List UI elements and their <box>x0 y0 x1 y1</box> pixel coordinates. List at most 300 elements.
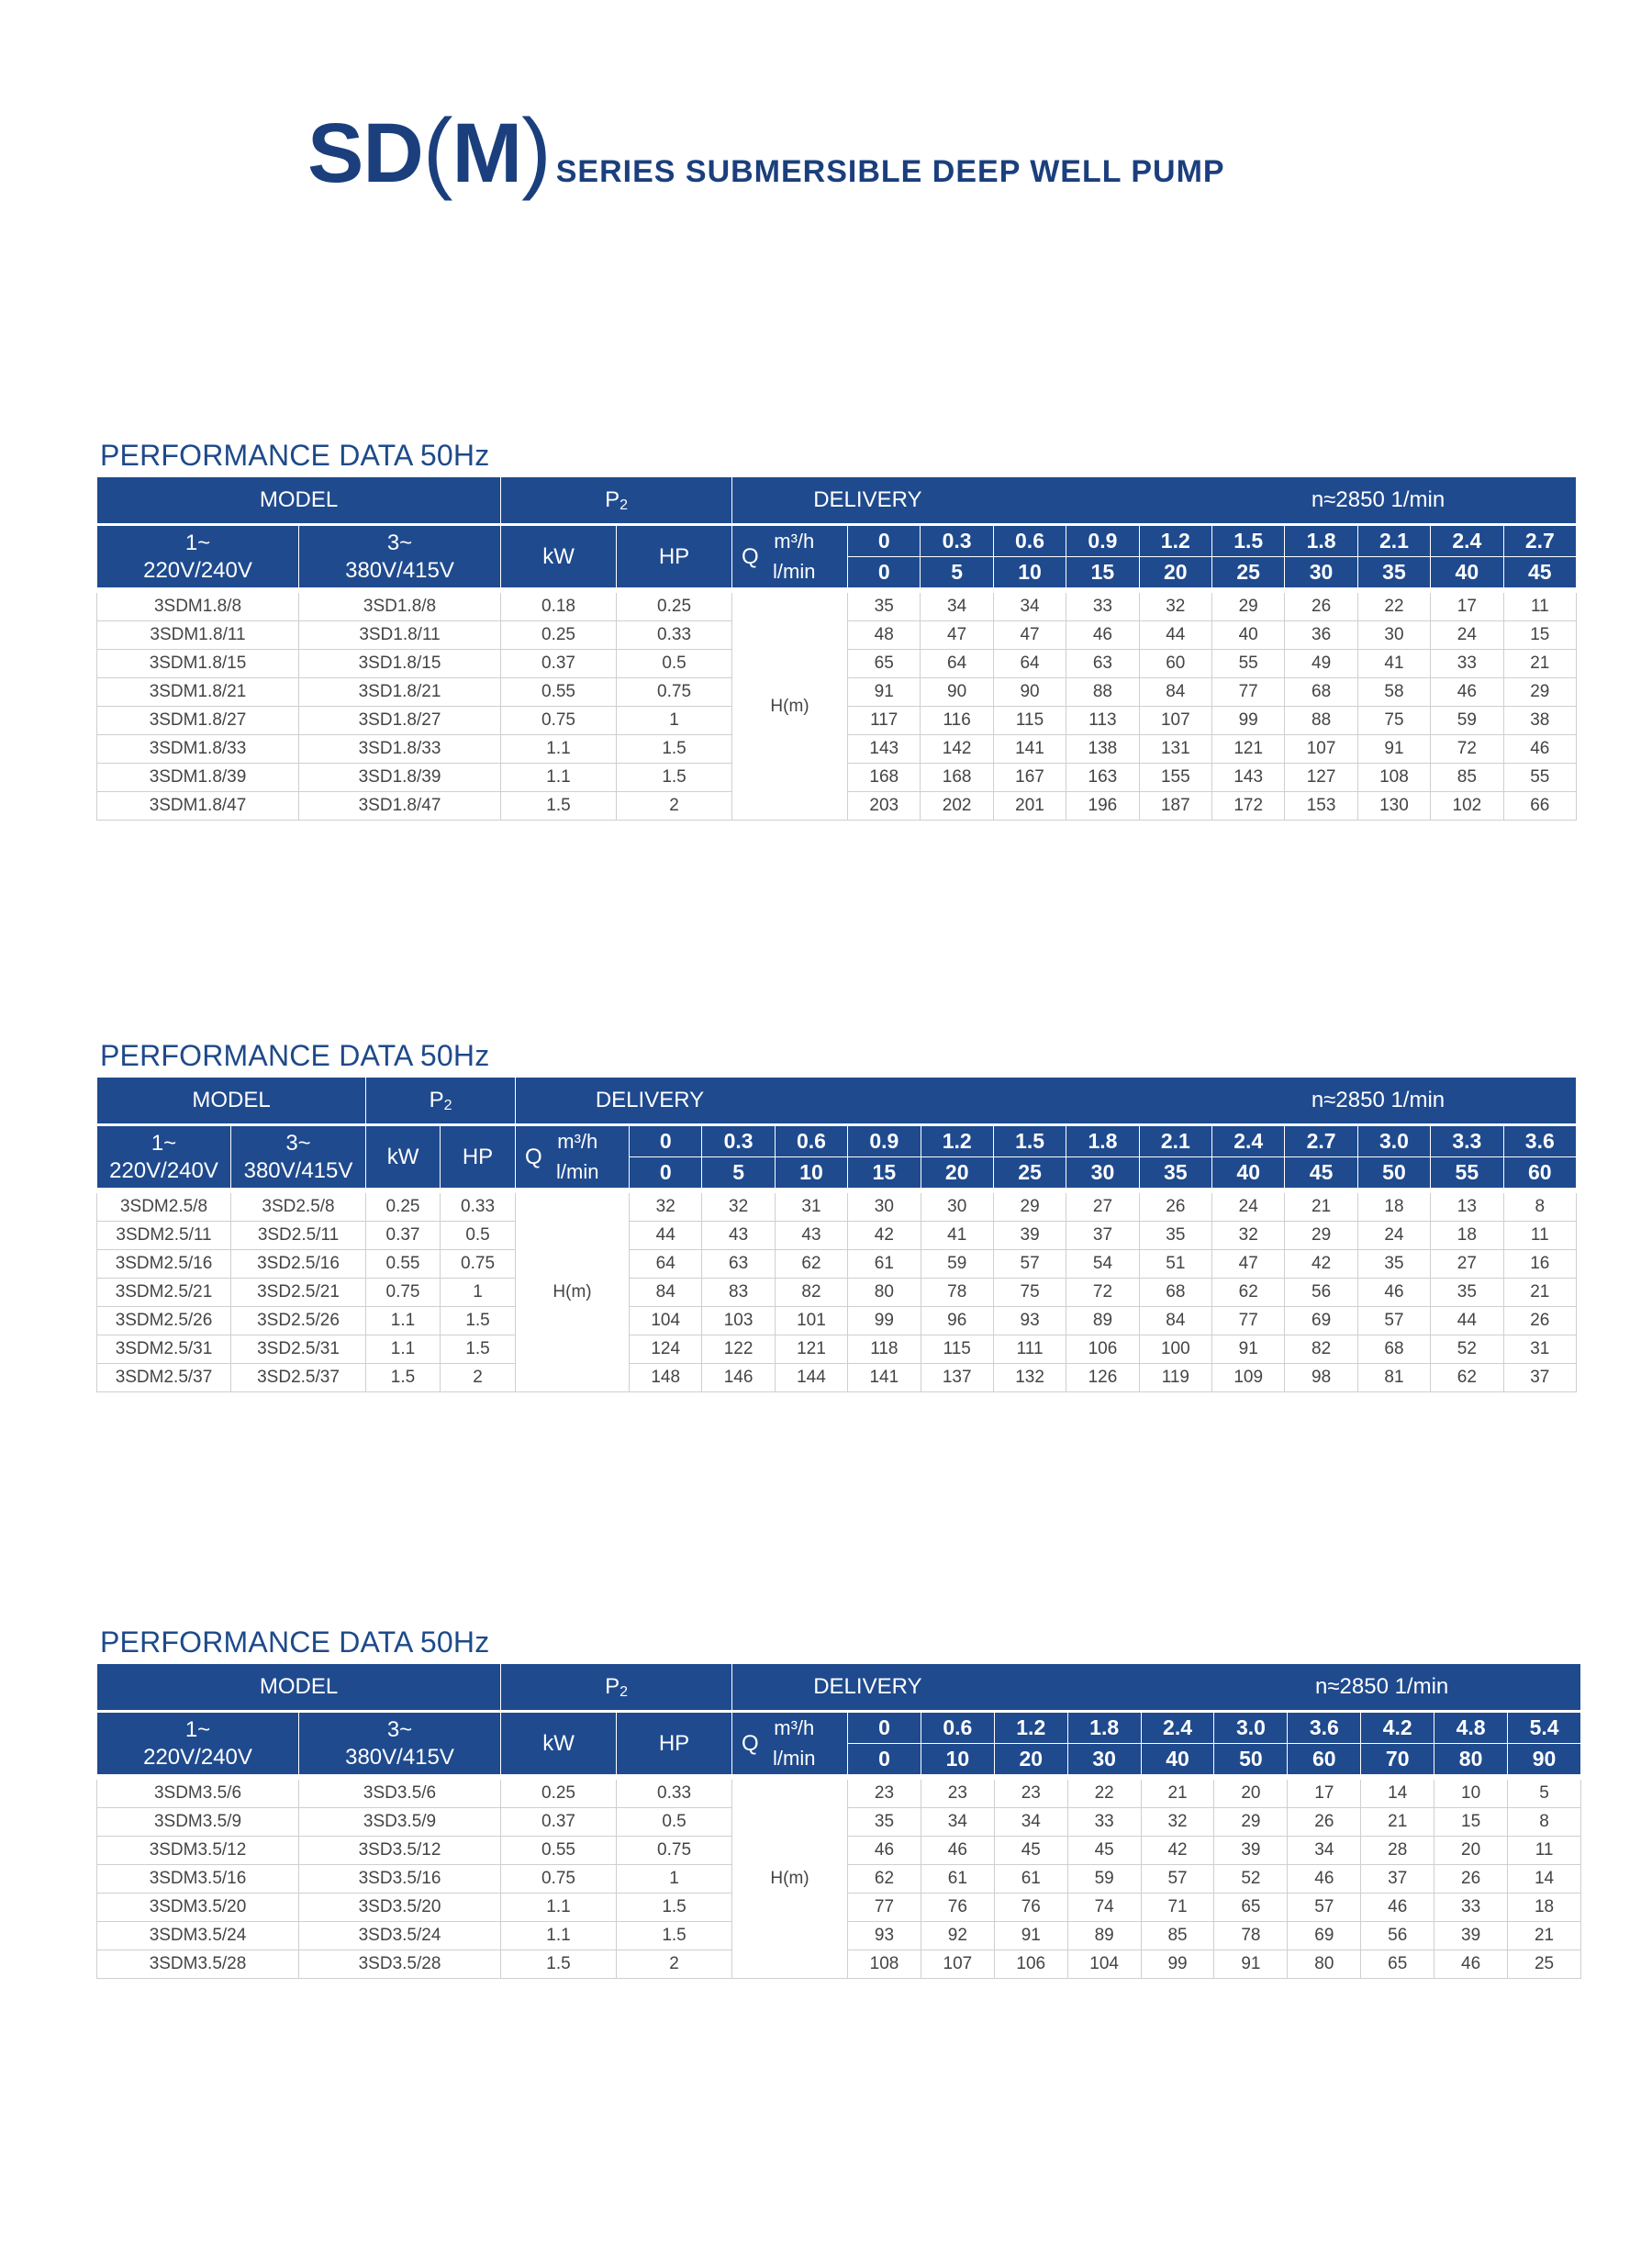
head-value: 42 <box>848 1222 921 1250</box>
power-hp: 0.5 <box>617 650 732 678</box>
head-value: 59 <box>921 1250 993 1279</box>
single-phase-symbol: 1~ <box>184 530 211 555</box>
delivery-label: DELIVERY <box>813 487 922 512</box>
model-single-phase: 3SDM1.8/21 <box>97 678 299 707</box>
head-value: 39 <box>993 1222 1066 1250</box>
head-value: 32 <box>630 1190 702 1222</box>
p2-label: P <box>429 1087 444 1112</box>
power-hp: 2 <box>441 1364 516 1392</box>
head-value: 48 <box>848 621 921 650</box>
head-value: 44 <box>1431 1307 1503 1335</box>
head-value: 59 <box>1067 1865 1141 1894</box>
q-label: Q <box>742 543 759 569</box>
head-value: 56 <box>1285 1279 1357 1307</box>
model-single-phase: 3SDM1.8/33 <box>97 735 299 764</box>
table-row <box>97 590 1577 621</box>
m3h-label: m³/h <box>557 1129 598 1153</box>
model-single-phase: 3SDM2.5/31 <box>97 1335 231 1364</box>
head-value: 82 <box>775 1279 847 1307</box>
hp-header: HP <box>617 1712 732 1778</box>
model-single-phase: 3SDM2.5/26 <box>97 1307 231 1335</box>
flow-m3h-value: 1.5 <box>1211 525 1284 557</box>
power-hp: 1.5 <box>441 1335 516 1364</box>
head-value: 117 <box>848 707 921 735</box>
power-hp: 2 <box>617 1950 732 1979</box>
head-value: 115 <box>921 1335 993 1364</box>
head-value: 47 <box>1212 1250 1285 1279</box>
lmin-label: l/min <box>773 560 816 584</box>
head-value: 43 <box>702 1222 775 1250</box>
head-value: 31 <box>1503 1335 1577 1364</box>
head-value: 91 <box>1214 1950 1288 1979</box>
flow-lmin-value: 10 <box>921 1744 994 1778</box>
p2-subscript: 2 <box>620 497 628 513</box>
head-value: 30 <box>921 1190 993 1222</box>
head-value: 144 <box>775 1364 847 1392</box>
head-value: 26 <box>1288 1808 1361 1837</box>
head-value: 62 <box>1431 1364 1503 1392</box>
head-value: 26 <box>1434 1865 1508 1894</box>
p2-subscript: 2 <box>443 1097 452 1113</box>
model-single-phase: 3SDM2.5/21 <box>97 1279 231 1307</box>
table-row <box>97 1335 1577 1364</box>
head-value: 201 <box>993 792 1066 821</box>
head-value: 33 <box>1434 1894 1508 1922</box>
head-value: 107 <box>1285 735 1357 764</box>
head-value: 11 <box>1503 590 1577 621</box>
head-value: 21 <box>1285 1190 1357 1222</box>
head-value: 40 <box>1211 621 1284 650</box>
power-hp: 0.5 <box>617 1808 732 1837</box>
head-value: 168 <box>921 764 993 792</box>
head-value: 8 <box>1503 1190 1577 1222</box>
flow-m3h-value: 3.6 <box>1288 1712 1361 1744</box>
power-hp: 2 <box>617 792 732 821</box>
head-value: 18 <box>1357 1190 1430 1222</box>
head-value: 33 <box>1066 590 1139 621</box>
model-three-phase: 3SD3.5/24 <box>299 1922 501 1950</box>
head-value: 89 <box>1067 1922 1141 1950</box>
model-three-phase: 3SD3.5/12 <box>299 1837 501 1865</box>
model-single-phase: 3SDM3.5/16 <box>97 1865 299 1894</box>
flow-lmin-value: 0 <box>848 1744 921 1778</box>
section-title: PERFORMANCE DATA 50Hz <box>100 1039 490 1072</box>
head-value: 118 <box>848 1335 921 1364</box>
head-value: 72 <box>1066 1279 1139 1307</box>
model-single-phase: 3SDM2.5/11 <box>97 1222 231 1250</box>
q-label: Q <box>525 1144 542 1169</box>
head-value: 18 <box>1508 1894 1581 1922</box>
flow-m3h-value: 2.7 <box>1503 525 1577 557</box>
model-three-phase: 3SD1.8/11 <box>299 621 501 650</box>
head-value: 93 <box>993 1307 1066 1335</box>
head-value: 81 <box>1357 1364 1430 1392</box>
single-phase-symbol: 1~ <box>151 1130 177 1156</box>
power-kw: 0.18 <box>501 590 617 621</box>
head-value: 21 <box>1361 1808 1434 1837</box>
flow-m3h-value: 3.6 <box>1503 1125 1577 1157</box>
model-single-phase: 3SDM3.5/6 <box>97 1777 299 1808</box>
power-hp: 1 <box>617 707 732 735</box>
head-value: 78 <box>921 1279 993 1307</box>
power-kw: 0.55 <box>501 678 617 707</box>
head-value: 75 <box>1357 707 1430 735</box>
model-three-phase: 3SD2.5/21 <box>231 1279 366 1307</box>
head-value: 75 <box>993 1279 1066 1307</box>
head-value: 137 <box>921 1364 993 1392</box>
head-value: 47 <box>993 621 1066 650</box>
head-value: 32 <box>1139 590 1211 621</box>
flow-lmin-value: 10 <box>993 557 1066 591</box>
brand-logo: SD(M) <box>307 100 551 201</box>
head-value: 26 <box>1285 590 1357 621</box>
power-hp: 0.33 <box>441 1190 516 1222</box>
flow-m3h-value: 1.2 <box>994 1712 1067 1744</box>
model-three-phase: 3SD1.8/27 <box>299 707 501 735</box>
performance-table <box>96 1077 1577 1392</box>
head-value: 141 <box>993 735 1066 764</box>
head-value: 80 <box>848 1279 921 1307</box>
single-phase-voltage: 220V/240V <box>143 1744 252 1770</box>
power-kw: 0.25 <box>501 621 617 650</box>
power-kw: 0.37 <box>501 650 617 678</box>
head-value: 46 <box>1434 1950 1508 1979</box>
model-three-phase: 3SD3.5/16 <box>299 1865 501 1894</box>
head-value: 5 <box>1508 1777 1581 1808</box>
power-hp: 1 <box>617 1865 732 1894</box>
head-value: 32 <box>1141 1808 1214 1837</box>
flow-lmin-value: 25 <box>1211 557 1284 591</box>
flow-m3h-value: 0.3 <box>702 1125 775 1157</box>
head-value: 35 <box>1139 1222 1211 1250</box>
head-value: 23 <box>848 1777 921 1808</box>
head-value: 89 <box>1066 1307 1139 1335</box>
flow-lmin-value: 5 <box>921 557 993 591</box>
model-single-phase: 3SDM3.5/12 <box>97 1837 299 1865</box>
head-value: 24 <box>1431 621 1503 650</box>
single-phase-voltage: 220V/240V <box>109 1157 218 1183</box>
flow-unit-header <box>732 525 848 591</box>
head-value: 37 <box>1066 1222 1139 1250</box>
head-value: 96 <box>921 1307 993 1335</box>
head-value: 127 <box>1285 764 1357 792</box>
p2-header <box>366 1078 516 1125</box>
model-three-phase: 3SD3.5/20 <box>299 1894 501 1922</box>
flow-unit-header <box>732 1712 848 1778</box>
lmin-label: l/min <box>556 1160 599 1184</box>
flow-lmin-value: 80 <box>1434 1744 1508 1778</box>
flow-m3h-value: 1.5 <box>993 1125 1066 1157</box>
head-value: 8 <box>1508 1808 1581 1837</box>
delivery-label: DELIVERY <box>595 1088 705 1112</box>
head-value: 153 <box>1285 792 1357 821</box>
head-value: 21 <box>1141 1777 1214 1808</box>
flow-lmin-value: 20 <box>994 1744 1067 1778</box>
head-value: 37 <box>1503 1364 1577 1392</box>
head-value: 62 <box>1212 1279 1285 1307</box>
head-value: 98 <box>1285 1364 1357 1392</box>
head-value: 31 <box>775 1190 847 1222</box>
three-phase-voltage: 380V/415V <box>345 557 454 583</box>
head-value: 30 <box>848 1190 921 1222</box>
head-value: 21 <box>1503 650 1577 678</box>
head-value: 34 <box>994 1808 1067 1837</box>
power-hp: 1.5 <box>441 1307 516 1335</box>
head-value: 124 <box>630 1335 702 1364</box>
head-value: 44 <box>630 1222 702 1250</box>
p2-header <box>501 1664 732 1712</box>
flow-m3h-value: 0 <box>630 1125 702 1157</box>
flow-m3h-value: 0.3 <box>921 525 993 557</box>
head-value: 35 <box>1357 1250 1430 1279</box>
head-value: 42 <box>1285 1250 1357 1279</box>
flow-m3h-value: 0.6 <box>921 1712 994 1744</box>
flow-lmin-value: 0 <box>848 557 921 591</box>
head-value: 25 <box>1508 1950 1581 1979</box>
model-single-phase: 3SDM3.5/9 <box>97 1808 299 1837</box>
three-phase-voltage: 380V/415V <box>345 1744 454 1770</box>
power-hp: 1.5 <box>617 764 732 792</box>
head-value: 15 <box>1434 1808 1508 1837</box>
flow-m3h-value: 1.8 <box>1285 525 1357 557</box>
power-kw: 1.1 <box>366 1307 441 1335</box>
head-value: 64 <box>993 650 1066 678</box>
head-value: 83 <box>702 1279 775 1307</box>
flow-lmin-value: 30 <box>1066 1157 1139 1191</box>
head-value: 77 <box>848 1894 921 1922</box>
model-three-phase: 3SD2.5/11 <box>231 1222 366 1250</box>
head-value: 54 <box>1066 1250 1139 1279</box>
model-three-phase: 3SD2.5/26 <box>231 1307 366 1335</box>
model-single-phase: 3SDM3.5/28 <box>97 1950 299 1979</box>
head-value: 26 <box>1139 1190 1211 1222</box>
head-value: 71 <box>1141 1894 1214 1922</box>
model-three-phase: 3SD2.5/31 <box>231 1335 366 1364</box>
model-single-phase: 3SDM2.5/16 <box>97 1250 231 1279</box>
power-hp: 0.75 <box>617 1837 732 1865</box>
head-value: 91 <box>1357 735 1430 764</box>
model-three-phase: 3SD1.8/21 <box>299 678 501 707</box>
power-kw: 0.75 <box>501 707 617 735</box>
head-value: 46 <box>1066 621 1139 650</box>
head-value: 64 <box>630 1250 702 1279</box>
head-value: 39 <box>1214 1837 1288 1865</box>
power-kw: 1.5 <box>501 1950 617 1979</box>
head-value: 45 <box>994 1837 1067 1865</box>
head-value: 126 <box>1066 1364 1139 1392</box>
head-value: 143 <box>1211 764 1284 792</box>
speed-label: n≈2850 1/min <box>1311 487 1446 512</box>
flow-m3h-value: 0.9 <box>1066 525 1139 557</box>
head-value: 29 <box>1503 678 1577 707</box>
head-label: H(m) <box>732 590 848 821</box>
head-value: 62 <box>775 1250 847 1279</box>
head-value: 32 <box>702 1190 775 1222</box>
head-value: 16 <box>1503 1250 1577 1279</box>
delivery-header <box>732 477 1577 525</box>
flow-m3h-value: 0.6 <box>775 1125 847 1157</box>
head-value: 91 <box>994 1922 1067 1950</box>
head-value: 163 <box>1066 764 1139 792</box>
flow-m3h-value: 5.4 <box>1508 1712 1581 1744</box>
model-single-phase: 3SDM1.8/11 <box>97 621 299 650</box>
head-value: 76 <box>994 1894 1067 1922</box>
head-value: 29 <box>1211 590 1284 621</box>
head-label: H(m) <box>732 1777 848 1979</box>
head-value: 91 <box>848 678 921 707</box>
head-value: 101 <box>775 1307 847 1335</box>
flow-lmin-value: 10 <box>775 1157 847 1191</box>
power-kw: 0.37 <box>501 1808 617 1837</box>
section-title: PERFORMANCE DATA 50Hz <box>100 1626 490 1659</box>
flow-lmin-value: 40 <box>1212 1157 1285 1191</box>
head-value: 46 <box>848 1837 921 1865</box>
flow-lmin-value: 30 <box>1067 1744 1141 1778</box>
model-three-phase: 3SD2.5/16 <box>231 1250 366 1279</box>
power-hp: 0.75 <box>441 1250 516 1279</box>
head-value: 65 <box>1361 1950 1434 1979</box>
head-value: 84 <box>1139 1307 1211 1335</box>
head-value: 113 <box>1066 707 1139 735</box>
head-value: 59 <box>1431 707 1503 735</box>
head-value: 61 <box>921 1865 994 1894</box>
head-value: 172 <box>1211 792 1284 821</box>
head-value: 66 <box>1503 792 1577 821</box>
head-value: 69 <box>1285 1307 1357 1335</box>
head-value: 52 <box>1214 1865 1288 1894</box>
head-value: 142 <box>921 735 993 764</box>
three-phase-header <box>299 1712 501 1778</box>
flow-lmin-value: 45 <box>1285 1157 1357 1191</box>
head-value: 20 <box>1434 1837 1508 1865</box>
head-value: 17 <box>1288 1777 1361 1808</box>
head-value: 103 <box>702 1307 775 1335</box>
head-value: 102 <box>1431 792 1503 821</box>
three-phase-header <box>299 525 501 591</box>
model-single-phase: 3SDM1.8/8 <box>97 590 299 621</box>
head-value: 99 <box>1211 707 1284 735</box>
head-value: 85 <box>1431 764 1503 792</box>
head-value: 88 <box>1285 707 1357 735</box>
power-kw: 0.25 <box>501 1777 617 1808</box>
head-value: 49 <box>1285 650 1357 678</box>
table-row <box>97 1190 1577 1222</box>
performance-section-1 <box>96 438 1576 821</box>
flow-m3h-value: 3.0 <box>1357 1125 1430 1157</box>
flow-lmin-value: 15 <box>1066 557 1139 591</box>
power-kw: 0.25 <box>366 1190 441 1222</box>
head-value: 37 <box>1361 1865 1434 1894</box>
head-value: 146 <box>702 1364 775 1392</box>
head-value: 167 <box>993 764 1066 792</box>
head-value: 24 <box>1212 1190 1285 1222</box>
power-hp: 0.33 <box>617 1777 732 1808</box>
head-value: 148 <box>630 1364 702 1392</box>
model-three-phase: 3SD1.8/8 <box>299 590 501 621</box>
head-value: 34 <box>993 590 1066 621</box>
table-row <box>97 1279 1577 1307</box>
head-value: 138 <box>1066 735 1139 764</box>
flow-lmin-value: 70 <box>1361 1744 1434 1778</box>
flow-m3h-value: 4.8 <box>1434 1712 1508 1744</box>
head-value: 132 <box>993 1364 1066 1392</box>
three-phase-symbol: 3~ <box>285 1130 311 1156</box>
kw-header: kW <box>501 1712 617 1778</box>
model-three-phase: 3SD1.8/33 <box>299 735 501 764</box>
head-value: 46 <box>1357 1279 1430 1307</box>
table-row <box>97 1364 1577 1392</box>
head-value: 68 <box>1285 678 1357 707</box>
p2-header <box>501 477 732 525</box>
head-value: 35 <box>1431 1279 1503 1307</box>
head-value: 30 <box>1357 621 1430 650</box>
head-value: 39 <box>1434 1922 1508 1950</box>
head-value: 84 <box>1139 678 1211 707</box>
hp-header: HP <box>617 525 732 591</box>
head-value: 46 <box>1361 1894 1434 1922</box>
power-hp: 1.5 <box>617 1922 732 1950</box>
head-value: 64 <box>921 650 993 678</box>
model-single-phase: 3SDM2.5/8 <box>97 1190 231 1222</box>
power-kw: 1.1 <box>366 1335 441 1364</box>
single-phase-header <box>97 1125 231 1191</box>
head-value: 17 <box>1431 590 1503 621</box>
power-kw: 1.5 <box>501 792 617 821</box>
power-kw: 1.1 <box>501 1922 617 1950</box>
flow-m3h-value: 2.7 <box>1285 1125 1357 1157</box>
performance-section-2 <box>96 1038 1576 1392</box>
head-value: 104 <box>630 1307 702 1335</box>
head-value: 23 <box>994 1777 1067 1808</box>
head-value: 11 <box>1508 1837 1581 1865</box>
head-value: 141 <box>848 1364 921 1392</box>
head-value: 35 <box>848 590 921 621</box>
flow-lmin-value: 60 <box>1503 1157 1577 1191</box>
model-three-phase: 3SD2.5/37 <box>231 1364 366 1392</box>
head-value: 106 <box>1066 1335 1139 1364</box>
head-value: 46 <box>921 1837 994 1865</box>
flow-lmin-value: 20 <box>921 1157 993 1191</box>
model-single-phase: 3SDM1.8/27 <box>97 707 299 735</box>
head-value: 34 <box>921 1808 994 1837</box>
section-title: PERFORMANCE DATA 50Hz <box>100 439 490 472</box>
head-value: 92 <box>921 1922 994 1950</box>
head-value: 108 <box>1357 764 1430 792</box>
model-header: MODEL <box>97 477 501 525</box>
head-value: 203 <box>848 792 921 821</box>
head-value: 61 <box>848 1250 921 1279</box>
speed-label: n≈2850 1/min <box>1311 1088 1446 1112</box>
flow-lmin-value: 15 <box>848 1157 921 1191</box>
head-value: 23 <box>921 1777 994 1808</box>
power-hp: 0.25 <box>617 590 732 621</box>
model-three-phase: 3SD2.5/8 <box>231 1190 366 1222</box>
flow-m3h-value: 0 <box>848 525 921 557</box>
head-value: 11 <box>1503 1222 1577 1250</box>
speed-label: n≈2850 1/min <box>1315 1674 1449 1699</box>
head-value: 15 <box>1503 621 1577 650</box>
head-value: 44 <box>1139 621 1211 650</box>
head-value: 42 <box>1141 1837 1214 1865</box>
head-value: 22 <box>1067 1777 1141 1808</box>
power-hp: 1.5 <box>617 735 732 764</box>
head-value: 21 <box>1503 1279 1577 1307</box>
model-three-phase: 3SD1.8/39 <box>299 764 501 792</box>
head-value: 119 <box>1139 1364 1211 1392</box>
head-value: 69 <box>1288 1922 1361 1950</box>
head-value: 45 <box>1067 1837 1141 1865</box>
power-kw: 0.55 <box>366 1250 441 1279</box>
